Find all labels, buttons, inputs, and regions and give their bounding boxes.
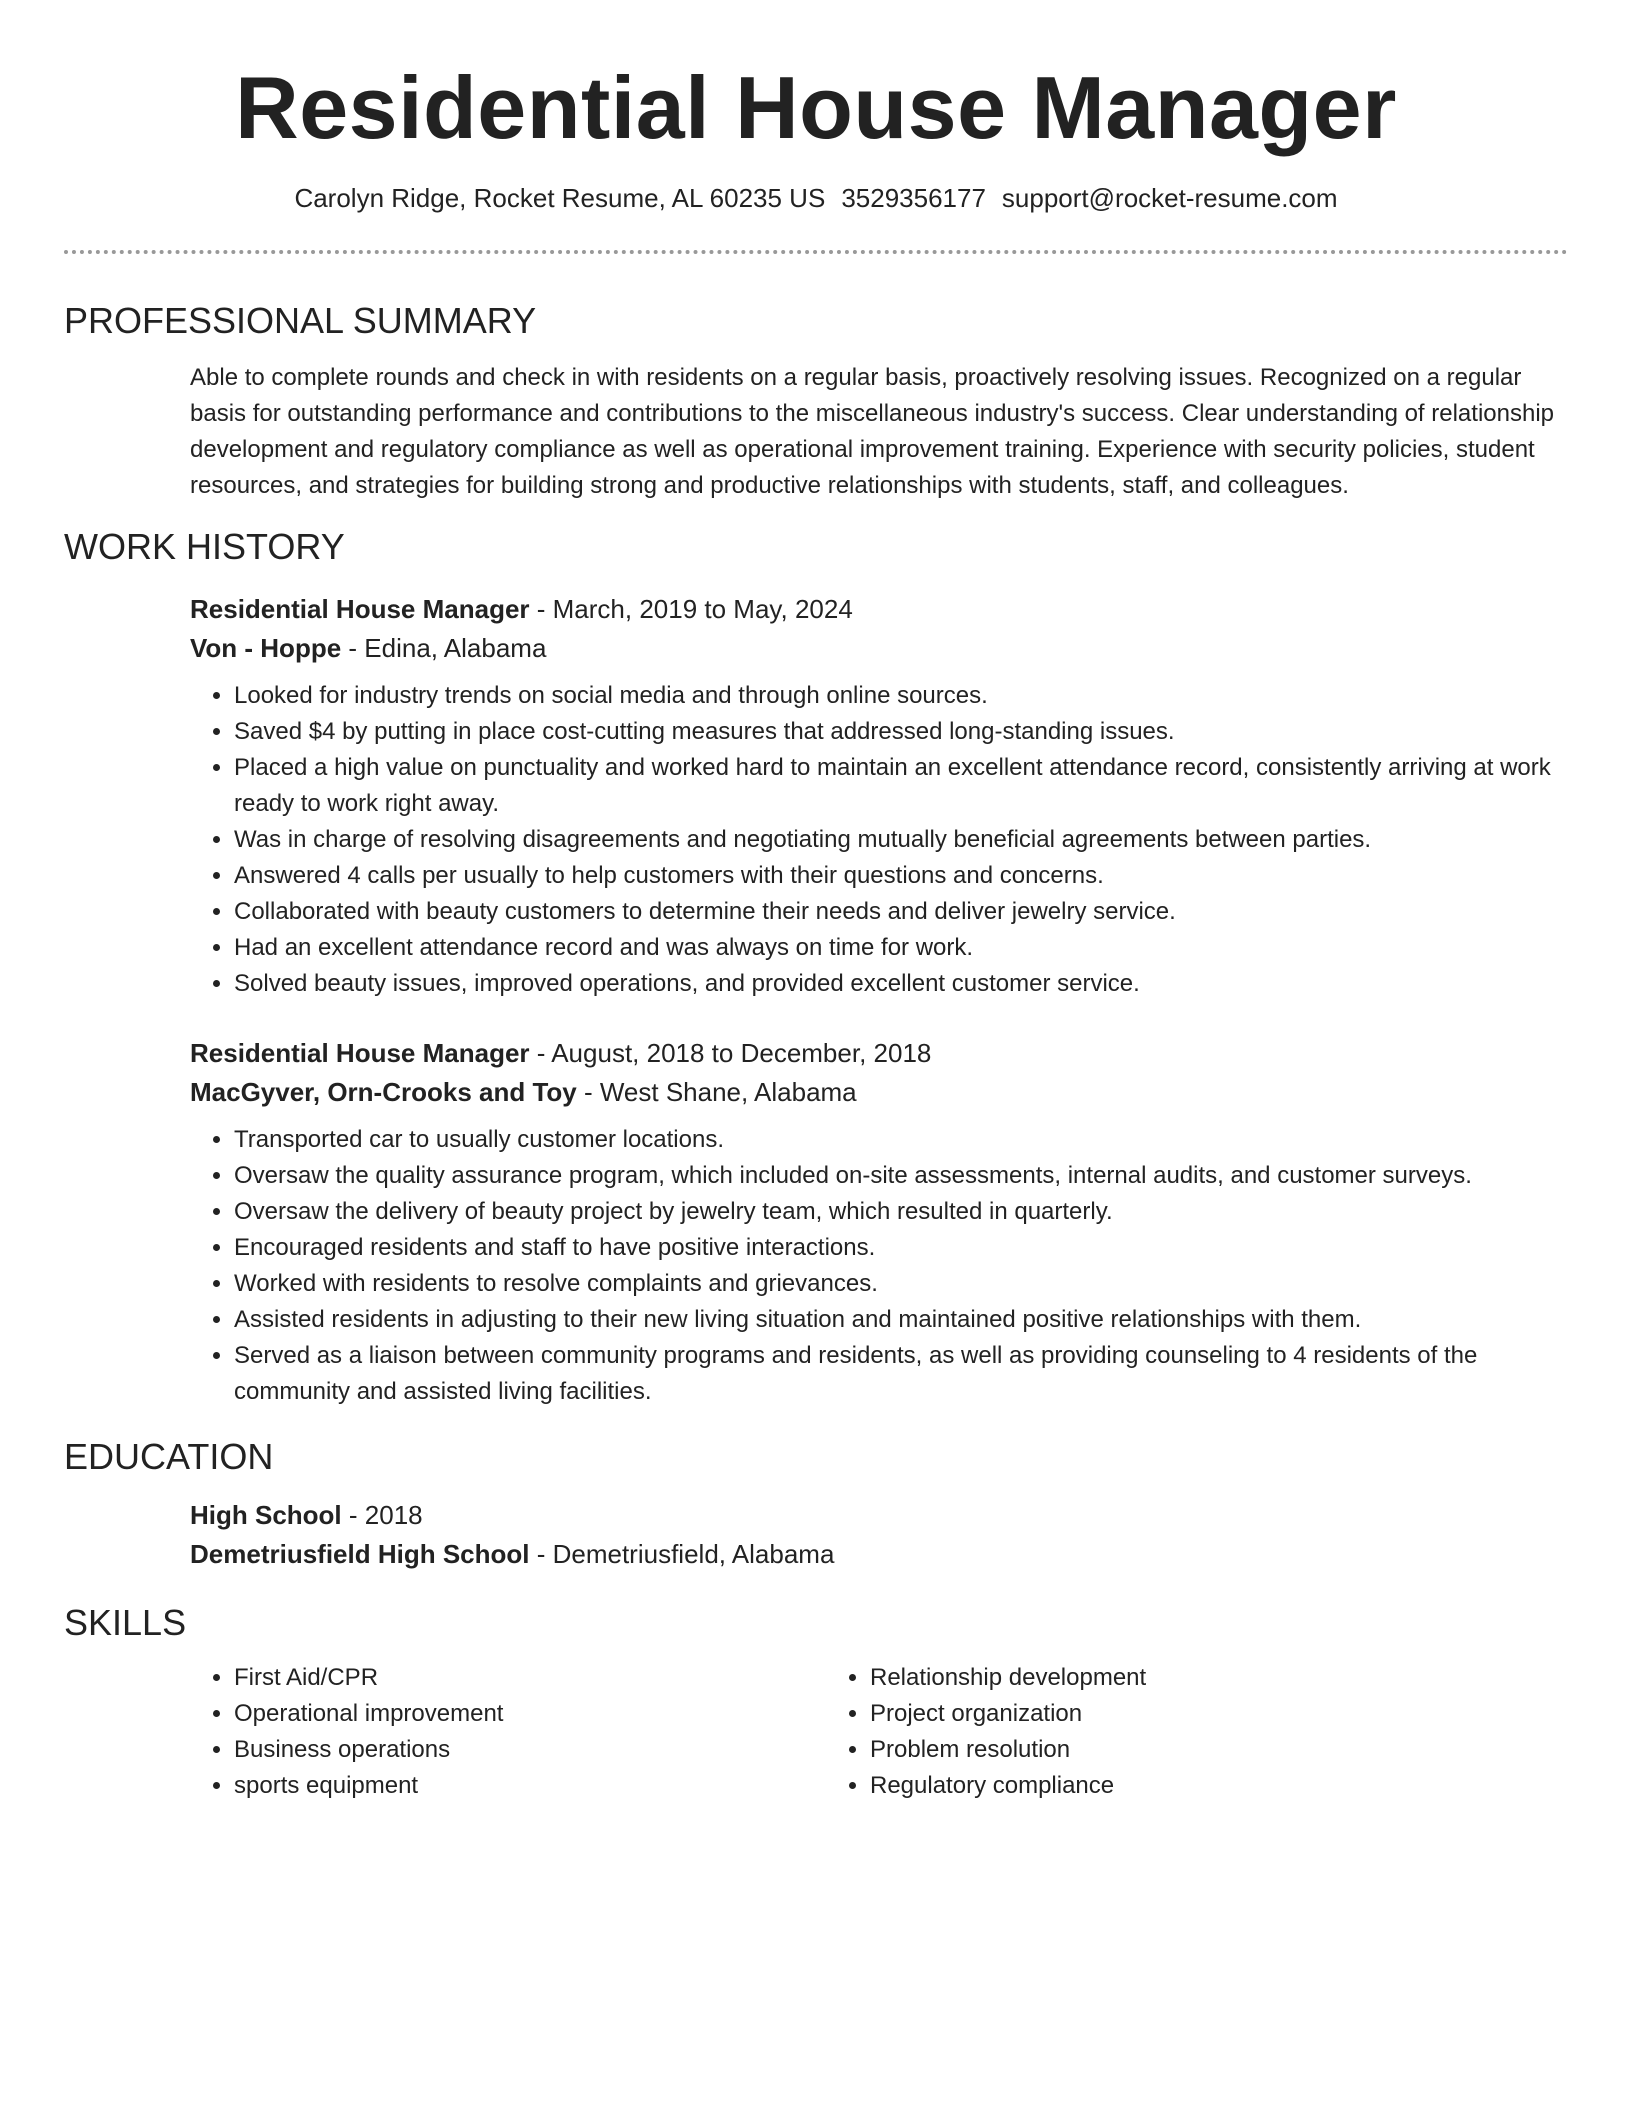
education-location: - Demetriusfield, Alabama: [529, 1539, 835, 1569]
job-bullet: • Looked for industry trends on social media and through online sources.: [234, 678, 1568, 714]
education-year: - 2018: [341, 1500, 423, 1530]
job-bullet: • Answered 4 calls per usually to help customers with their questions and concerns.: [234, 858, 1568, 894]
resume-title: Residential House Manager: [235, 58, 1397, 157]
job-title-line: [190, 1034, 1568, 1073]
job-bullet: • Assisted residents in adjusting to their new living situation and maintained positive relationships with them.: [234, 1302, 1568, 1338]
contact-phone: 3529356177: [841, 183, 986, 213]
skill-item: • Problem resolution: [870, 1732, 1526, 1768]
skill-item: • Regulatory compliance: [870, 1768, 1526, 1804]
education-degree: High School: [190, 1500, 342, 1530]
work-history-heading: WORK HISTORY: [64, 526, 345, 567]
job-location: - Edina, Alabama: [341, 633, 547, 663]
contact-address: Carolyn Ridge, Rocket Resume, AL 60235 US: [294, 183, 826, 213]
job-company-line: [190, 629, 1568, 668]
job-company: MacGyver, Orn-Crooks and Toy: [190, 1077, 577, 1107]
job-company-line: [190, 1073, 1568, 1112]
header-divider: [64, 250, 1568, 254]
summary-text: Able to complete rounds and check in with residents on a regular basis, proactively resolving issues. Recognized on a regular basis for outstanding performance and contributions to the miscellaneous industry's success. Clear understanding of relationship development and regulatory compliance as well as operational improvement training. Experience with security policies, student resources, and strategies for building strong and productive relationships with students, staff, and colleagues.: [190, 364, 1555, 499]
job-bullets: [190, 678, 1568, 1002]
job-title-line: [190, 590, 1568, 629]
job-title: Residential House Manager: [190, 594, 530, 624]
job-dates: - August, 2018 to December, 2018: [529, 1038, 932, 1068]
job-bullet: • Oversaw the quality assurance program, which included on-site assessments, internal audits, and customer surveys.: [234, 1158, 1568, 1194]
job-bullet: • Worked with residents to resolve complaints and grievances.: [234, 1266, 1568, 1302]
skills-heading: SKILLS: [64, 1602, 187, 1643]
job-dates: - March, 2019 to May, 2024: [529, 594, 853, 624]
education-entry: [190, 1496, 1568, 1574]
skills-column-left: [190, 1660, 826, 1804]
job-bullet: • Collaborated with beauty customers to determine their needs and deliver jewelry service.: [234, 894, 1568, 930]
job-bullet: • Placed a high value on punctuality and worked hard to maintain an excellent attendance record, consistently arriving at work ready to work right away.: [234, 750, 1568, 822]
job-entry: [190, 1034, 1568, 1410]
job-bullet: • Saved $4 by putting in place cost-cutting measures that addressed long-standing issues.: [234, 714, 1568, 750]
skill-item: • Business operations: [234, 1732, 826, 1768]
job-bullet: • Served as a liaison between community programs and residents, as well as providing counseling to 4 residents of the community and assisted living facilities.: [234, 1338, 1568, 1410]
job-company: Von - Hoppe: [190, 633, 342, 663]
job-bullet: • Solved beauty issues, improved operations, and provided excellent customer service.: [234, 966, 1568, 1002]
skill-item: • Relationship development: [870, 1660, 1526, 1696]
skills-list: [190, 1660, 1568, 1804]
contact-email: support@rocket-resume.com: [1001, 183, 1338, 213]
skill-item: • sports equipment: [234, 1768, 826, 1804]
summary-heading: PROFESSIONAL SUMMARY: [64, 300, 537, 341]
education-heading: EDUCATION: [64, 1436, 274, 1477]
education-degree-line: [190, 1496, 1568, 1535]
skill-item: • Operational improvement: [234, 1696, 826, 1732]
job-bullet: • Transported car to usually customer locations.: [234, 1122, 1568, 1158]
skills-column-right: [826, 1660, 1526, 1804]
job-bullet: • Encouraged residents and staff to have positive interactions.: [234, 1230, 1568, 1266]
resume-page: [64, 0, 1568, 1804]
job-location: - West Shane, Alabama: [576, 1077, 857, 1107]
job-bullet: • Was in charge of resolving disagreements and negotiating mutually beneficial agreements between parties.: [234, 822, 1568, 858]
job-bullet: • Oversaw the delivery of beauty project by jewelry team, which resulted in quarterly.: [234, 1194, 1568, 1230]
job-entry: [190, 590, 1568, 1002]
skill-item: • First Aid/CPR: [234, 1660, 826, 1696]
skill-item: • Project organization: [870, 1696, 1526, 1732]
job-bullet: • Had an excellent attendance record and was always on time for work.: [234, 930, 1568, 966]
contact-line: [64, 180, 1568, 216]
job-title: Residential House Manager: [190, 1038, 530, 1068]
job-bullets: [190, 1122, 1568, 1410]
education-school: Demetriusfield High School: [190, 1539, 530, 1569]
education-school-line: [190, 1535, 1568, 1574]
